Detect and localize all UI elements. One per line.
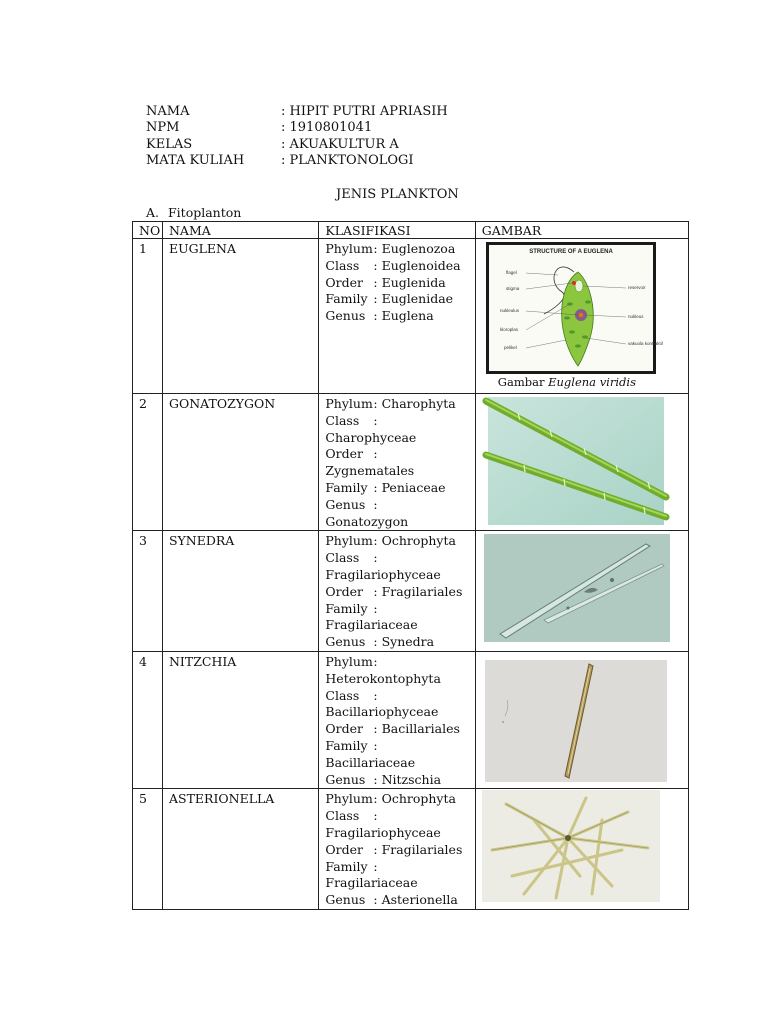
klasifikasi-line — [325, 772, 468, 789]
header-key: NAMA — [146, 104, 190, 119]
klasifikasi-value: : — [373, 412, 378, 428]
klasifikasi-line — [325, 738, 468, 755]
plankton-table — [132, 221, 689, 910]
klasifikasi-value: : — [373, 446, 378, 462]
klasifikasi-label: Class — [325, 687, 360, 703]
klasifikasi-list — [325, 396, 468, 530]
klasifikasi-value: : Bacillariales — [373, 721, 460, 737]
klasifikasi-line — [325, 480, 468, 497]
cell-gambar — [475, 531, 688, 652]
cell-no: 2 — [133, 394, 163, 531]
klasifikasi-line — [325, 308, 468, 325]
klasifikasi-line — [325, 654, 468, 671]
label-nukleulus: nukleulus — [499, 308, 519, 313]
klasifikasi-value: : Ochrophyta — [373, 791, 456, 807]
klasifikasi-line — [325, 514, 468, 531]
label-stigma: stigma — [505, 286, 520, 291]
table-row — [133, 651, 689, 788]
klasifikasi-value: : — [373, 496, 378, 512]
klasifikasi-value: : Euglenidae — [373, 291, 454, 307]
klasifikasi-value: Bacillariophyceae — [325, 704, 439, 720]
label-kloroplas: kloroplas — [499, 327, 518, 332]
klasifikasi-line — [325, 755, 468, 772]
asterionella-photo — [482, 790, 682, 902]
klasifikasi-label: Order — [325, 721, 363, 737]
table-row — [133, 394, 689, 531]
klasifikasi-line — [325, 892, 468, 909]
klasifikasi-value: : Synedra — [373, 634, 435, 650]
asterionella-image — [482, 790, 660, 902]
figure-caption — [498, 375, 682, 389]
label-reservoir: reservoir — [627, 285, 646, 290]
table-row — [133, 789, 689, 910]
klasifikasi-line — [325, 275, 468, 292]
cell-gambar — [475, 239, 688, 394]
klasifikasi-label: Order — [325, 274, 363, 290]
klasifikasi-line — [325, 550, 468, 567]
klasifikasi-label: Genus — [325, 892, 366, 908]
header-value: : PLANKTONOLOGI — [281, 153, 414, 168]
cell-nama: SYNEDRA — [162, 531, 318, 652]
klasifikasi-value: : Fragilariales — [373, 583, 463, 599]
gonatozygon-photo — [488, 397, 682, 525]
klasifikasi-line — [325, 634, 468, 651]
klasifikasi-label: Family — [325, 600, 368, 616]
column-header-nama: NAMA — [162, 222, 318, 239]
klasifikasi-line — [325, 721, 468, 738]
caption-prefix: Gambar — [497, 375, 545, 389]
klasifikasi-value: Bacillariaceae — [325, 754, 416, 770]
table-row — [133, 239, 689, 394]
klasifikasi-line — [325, 842, 468, 859]
klasifikasi-line — [325, 446, 468, 463]
cell-klasifikasi — [319, 239, 475, 394]
header-key: KELAS — [146, 137, 193, 152]
klasifikasi-value: : — [373, 687, 378, 703]
column-header-gambar: GAMBAR — [475, 222, 688, 239]
klasifikasi-label: Phylum — [325, 241, 373, 256]
header-key: NPM — [146, 120, 180, 135]
klasifikasi-line — [325, 567, 468, 584]
klasifikasi-line — [325, 430, 468, 447]
header-value: : AKUAKULTUR A — [281, 137, 399, 152]
header-value: : HIPIT PUTRI APRIASIH — [281, 104, 448, 119]
label-pelikel: pelikel — [503, 345, 517, 350]
klasifikasi-line — [325, 413, 468, 430]
gonatozygon-image — [488, 397, 664, 525]
klasifikasi-value: : — [373, 737, 378, 753]
klasifikasi-label: Family — [325, 858, 368, 874]
klasifikasi-line — [325, 258, 468, 275]
klasifikasi-value: Fragilariaceae — [325, 617, 418, 633]
klasifikasi-label: Phylum — [325, 791, 373, 807]
klasifikasi-value: : Peniaceae — [373, 479, 446, 495]
klasifikasi-value: : Fragilariales — [373, 841, 463, 857]
klasifikasi-line — [325, 241, 468, 258]
klasifikasi-label: Phylum — [325, 653, 373, 669]
label-vakuola: vakuola kontraktil — [627, 341, 663, 346]
klasifikasi-line — [325, 497, 468, 514]
klasifikasi-label: Class — [325, 550, 360, 566]
klasifikasi-value: : Asterionella — [373, 892, 458, 908]
table-header-row — [133, 222, 689, 239]
klasifikasi-value: Fragilariophyceae — [325, 566, 441, 582]
klasifikasi-label: Genus — [325, 771, 366, 787]
klasifikasi-label: Phylum — [325, 533, 373, 549]
cell-nama: EUGLENA — [162, 239, 318, 394]
euglena-figure — [486, 241, 682, 389]
klasifikasi-line — [325, 291, 468, 308]
klasifikasi-value: : Euglena — [373, 308, 434, 324]
klasifikasi-line — [325, 584, 468, 601]
klasifikasi-line — [325, 825, 468, 842]
label-nukleus: nukleus — [627, 314, 644, 319]
cell-klasifikasi — [319, 789, 475, 910]
klasifikasi-value: Charophyceae — [325, 429, 417, 445]
klasifikasi-label: Genus — [325, 634, 366, 650]
klasifikasi-value: Gonatozygon — [325, 513, 409, 529]
klasifikasi-value: Fragilariaceae — [325, 875, 418, 891]
klasifikasi-line — [325, 704, 468, 721]
klasifikasi-label: Phylum — [325, 396, 373, 411]
klasifikasi-line — [325, 396, 468, 413]
klasifikasi-list — [325, 241, 468, 325]
klasifikasi-label: Genus — [325, 496, 366, 512]
klasifikasi-label: Order — [325, 446, 363, 462]
klasifikasi-value: : Ochrophyta — [373, 533, 456, 549]
klasifikasi-value: : — [373, 550, 378, 566]
klasifikasi-label: Class — [325, 808, 360, 824]
synedra-photo — [484, 534, 682, 642]
klasifikasi-label: Family — [325, 737, 368, 753]
cell-no: 5 — [133, 789, 163, 910]
klasifikasi-label: Genus — [325, 308, 366, 324]
klasifikasi-line — [325, 688, 468, 705]
cell-gambar — [475, 789, 688, 910]
klasifikasi-value: Zygnematales — [325, 463, 415, 479]
klasifikasi-label: Family — [325, 479, 368, 495]
klasifikasi-line — [325, 463, 468, 480]
euglena-diagram — [486, 242, 663, 374]
klasifikasi-line — [325, 617, 468, 634]
klasifikasi-list — [325, 654, 468, 788]
klasifikasi-value: : — [373, 653, 378, 669]
cell-klasifikasi — [319, 651, 475, 788]
klasifikasi-line — [325, 859, 468, 876]
cell-klasifikasi — [319, 394, 475, 531]
synedra-image — [484, 534, 670, 642]
cell-klasifikasi — [319, 531, 475, 652]
cell-nama: NITZCHIA — [162, 651, 318, 788]
section-name: Fitoplanton — [168, 205, 242, 220]
cell-gambar — [475, 651, 688, 788]
caption-species: Euglena viridis — [548, 375, 636, 389]
klasifikasi-value: : Charophyta — [373, 396, 456, 411]
figure-heading: STRUCTURE OF A EUGLENA — [529, 249, 613, 255]
klasifikasi-value: : Nitzschia — [373, 771, 442, 787]
klasifikasi-value: : Euglenozoa — [373, 241, 456, 256]
cell-no: 1 — [133, 239, 163, 394]
cell-gambar — [475, 394, 688, 531]
klasifikasi-list — [325, 533, 468, 651]
cell-no: 4 — [133, 651, 163, 788]
klasifikasi-line — [325, 791, 468, 808]
klasifikasi-label: Class — [325, 412, 360, 428]
klasifikasi-value: : Euglenoidea — [373, 257, 461, 273]
klasifikasi-label: Order — [325, 583, 363, 599]
section-letter: A. — [146, 205, 160, 220]
klasifikasi-label: Class — [325, 257, 360, 273]
klasifikasi-list — [325, 791, 468, 909]
document-title: JENIS PLANKTON — [336, 187, 459, 202]
label-flagel: flagel — [505, 270, 517, 275]
cell-no: 3 — [133, 531, 163, 652]
klasifikasi-value: Fragilariophyceae — [325, 824, 441, 840]
header-value: : 1910801041 — [281, 120, 373, 135]
klasifikasi-value: : — [373, 858, 378, 874]
klasifikasi-value: : — [373, 808, 378, 824]
nitzschia-image — [485, 660, 667, 782]
klasifikasi-line — [325, 671, 468, 688]
klasifikasi-value: : — [373, 600, 378, 616]
nitzschia-photo — [485, 660, 682, 782]
klasifikasi-line — [325, 601, 468, 618]
cell-nama: GONATOZYGON — [162, 394, 318, 531]
klasifikasi-label: Family — [325, 291, 368, 307]
cell-nama: ASTERIONELLA — [162, 789, 318, 910]
column-header-no: NO — [133, 222, 163, 239]
klasifikasi-label: Order — [325, 841, 363, 857]
header-key: MATA KULIAH — [146, 153, 245, 168]
klasifikasi-line — [325, 533, 468, 550]
table-row — [133, 531, 689, 652]
column-header-klasifikasi: KLASIFIKASI — [319, 222, 475, 239]
klasifikasi-value: : Euglenida — [373, 274, 446, 290]
klasifikasi-line — [325, 875, 468, 892]
klasifikasi-line — [325, 808, 468, 825]
klasifikasi-value: Heterokontophyta — [325, 670, 441, 686]
